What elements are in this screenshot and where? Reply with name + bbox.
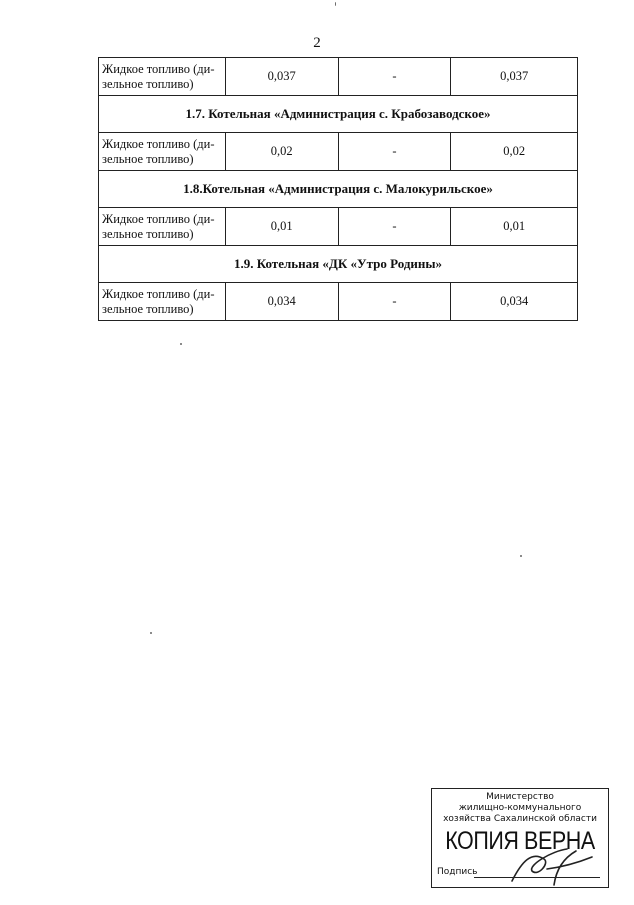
boiler-section-row [99,171,578,208]
boiler-section-title: 1.7. Котельная «Администрация с. Крабозаводское» [99,96,578,133]
fuel-type-label: Жидкое топливо (ди-зельное топливо) [99,133,226,171]
boiler-section-row [99,246,578,283]
fuel-value-cell: 0,037 [451,58,578,96]
fuel-type-label: Жидкое топливо (ди-зельное топливо) [99,58,226,96]
scan-speck [520,555,522,557]
scan-speck [335,2,336,6]
fuel-row [99,283,578,321]
boiler-section-title: 1.9. Котельная «ДК «Утро Родины» [99,246,578,283]
fuel-value-cell: - [338,58,451,96]
fuel-value-cell: - [338,208,451,246]
stamp-ministry-line-3: хозяйства Сахалинской области [443,814,597,824]
copy-certified-stamp [431,788,609,888]
fuel-type-label: Жидкое топливо (ди-зельное топливо) [99,283,226,321]
fuel-value-cell: 0,034 [451,283,578,321]
fuel-row [99,208,578,246]
stamp-ministry-line-2: жилищно-коммунального [458,803,582,813]
stamp-signature-label: Подпись [437,867,478,877]
fuel-value-cell: 0,02 [451,133,578,171]
fuel-value-cell: - [338,283,451,321]
fuel-row [99,58,578,96]
fuel-value-cell: 0,034 [225,283,338,321]
fuel-value-cell: 0,02 [225,133,338,171]
fuel-value-cell: 0,01 [451,208,578,246]
fuel-row [99,133,578,171]
page-number: 2 [313,35,321,51]
stamp-ministry-line: Министерство [486,792,554,802]
fuel-consumption-table [98,57,578,321]
fuel-value-cell: - [338,133,451,171]
handwritten-signature [492,841,602,887]
fuel-type-label: Жидкое топливо (ди-зельное топливо) [99,208,226,246]
boiler-section-row [99,96,578,133]
stamp-copy-verified: КОПИЯ ВЕРНА [445,827,595,855]
fuel-table-body [99,58,578,321]
fuel-value-cell: 0,01 [225,208,338,246]
scan-speck [150,632,152,634]
fuel-value-cell: 0,037 [225,58,338,96]
scan-speck [180,343,182,345]
boiler-section-title: 1.8.Котельная «Администрация с. Малокурильское» [99,171,578,208]
